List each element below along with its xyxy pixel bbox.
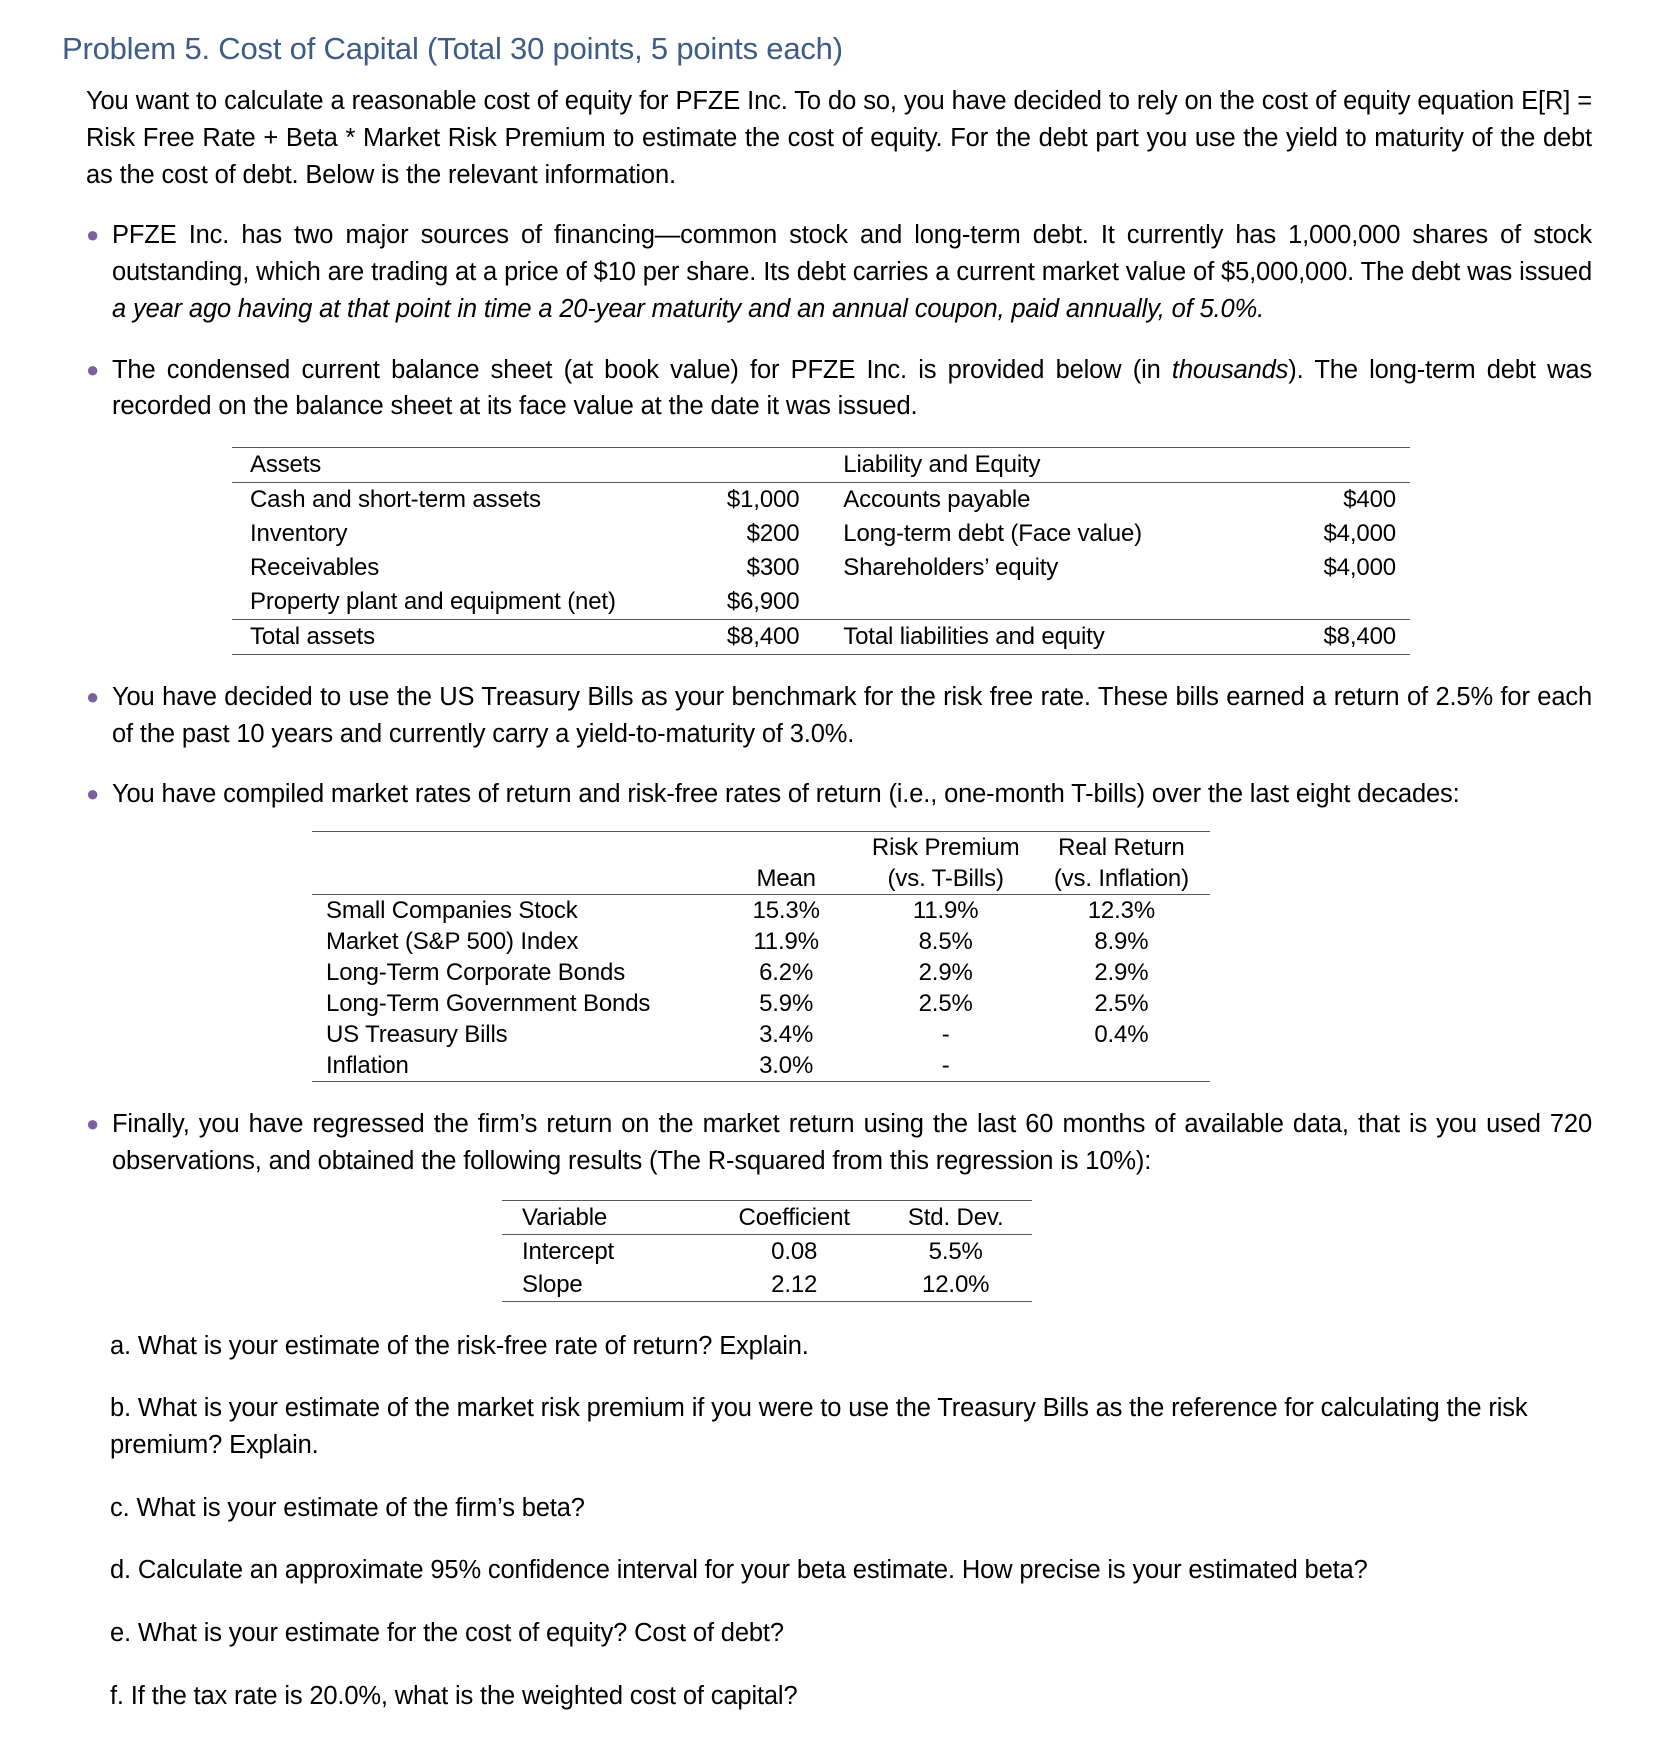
market-rates-row-risk-premium: - xyxy=(941,1021,950,1049)
liability-label: Long-term debt (Face value) xyxy=(843,519,1143,547)
market-rates-row-mean: 3.0% xyxy=(759,1052,814,1080)
total-assets-value: $8,400 xyxy=(726,622,800,650)
table-row xyxy=(312,1019,1210,1050)
balance-sheet-header-liabilities-value xyxy=(1225,447,1410,482)
financing-text-italic: a year ago having at that point in time a 20-year maturity and an annual coupon, paid annually, of 5.0%. xyxy=(112,294,1265,323)
liability-value: $4,000 xyxy=(1323,519,1396,547)
table-row xyxy=(312,895,1210,927)
table-row xyxy=(502,1268,1032,1302)
regression-row-std-dev: 5.5% xyxy=(928,1237,983,1265)
table-row xyxy=(232,517,1410,551)
balance-sheet-header-assets-value xyxy=(629,447,800,482)
bullet-dot-icon: ● xyxy=(86,356,100,382)
regression-row-std-dev: 12.0% xyxy=(922,1270,990,1298)
market-rates-row-risk-premium: 8.5% xyxy=(918,928,973,956)
bullet-financing xyxy=(86,217,1592,327)
market-rates-row-mean: 15.3% xyxy=(752,897,820,925)
regression-header-row xyxy=(502,1200,1032,1234)
regression-row-variable: Slope xyxy=(522,1270,583,1298)
bullet-market-rates-intro xyxy=(86,776,1592,813)
liability-label: Accounts payable xyxy=(843,485,1031,513)
market-rates-row-real-return: 2.9% xyxy=(1094,959,1149,987)
total-liabilities-value: $8,400 xyxy=(1323,622,1396,650)
balance-sheet-table-wrap xyxy=(0,447,1654,655)
bullet-dot-icon: ● xyxy=(86,683,100,709)
market-rates-row-mean: 3.4% xyxy=(759,1021,814,1049)
market-rates-row-risk-premium: - xyxy=(941,1052,950,1080)
bullet-tbills xyxy=(86,679,1592,752)
question-f: f. If the tax rate is 20.0%, what is the weighted cost of capital? xyxy=(110,1681,798,1710)
question-c: c. What is your estimate of the firm’s beta? xyxy=(110,1493,585,1522)
market-rates-row-name: US Treasury Bills xyxy=(326,1021,508,1049)
page-title: Problem 5. Cost of Capital (Total 30 points, 5 points each) xyxy=(62,31,843,66)
liability-label: Shareholders’ equity xyxy=(843,553,1059,581)
market-rates-row-name: Small Companies Stock xyxy=(326,897,578,925)
financing-text-main: PFZE Inc. has two major sources of financing—common stock and long-term debt. It currently has 1,000,000 shares of stock outstanding, which are trading at a price of $10 per share. Its debt carries a current market value of $5,000,000. The debt was issued xyxy=(112,221,1592,287)
regression-col-std-dev: Std. Dev. xyxy=(907,1203,1004,1231)
question-a: a. What is your estimate of the risk-free rate of return? Explain. xyxy=(110,1331,809,1360)
table-row xyxy=(502,1234,1032,1268)
balance-sheet-header-row xyxy=(232,447,1410,482)
market-rates-row-name: Long-Term Corporate Bonds xyxy=(326,959,626,987)
market-rates-row-name: Long-Term Government Bonds xyxy=(326,990,651,1018)
regression-row-coefficient: 0.08 xyxy=(771,1237,818,1265)
market-rates-table-wrap xyxy=(0,831,1654,1082)
market-rates-col-real-return: Real Return xyxy=(1058,834,1185,862)
regression-col-coefficient: Coefficient xyxy=(738,1203,850,1231)
asset-value: $200 xyxy=(746,519,800,547)
market-rates-row-mean: 11.9% xyxy=(753,928,819,956)
bullet-tbills-text: You have decided to use the US Treasury Bills as your benchmark for the risk free rate. These bills earned a return of 2.5% for each of the past 10 years and currently carry a yield-to-maturity of 3.0%. xyxy=(112,682,1592,748)
table-row xyxy=(232,482,1410,517)
bullet-balance-sheet-text xyxy=(112,352,1592,425)
bs-intro-part1: The condensed current balance sheet (at book value) for PFZE Inc. is provided below (in xyxy=(112,355,1172,384)
balance-sheet-header-liabilities: Liability and Equity xyxy=(843,450,1041,478)
bs-intro-italic: thousands xyxy=(1171,355,1289,384)
market-rates-row-real-return xyxy=(1033,1050,1210,1082)
market-rates-header-row-1 xyxy=(312,832,1210,864)
table-row xyxy=(232,551,1410,585)
table-row xyxy=(312,988,1210,1019)
total-assets-label: Total assets xyxy=(250,622,375,650)
asset-value: $1,000 xyxy=(726,485,800,513)
market-rates-row-risk-premium: 2.9% xyxy=(918,959,973,987)
market-rates-col-risk-premium: Risk Premium xyxy=(871,834,1020,862)
regression-row-variable: Intercept xyxy=(522,1237,615,1265)
table-row xyxy=(312,1050,1210,1082)
market-rates-col-name xyxy=(312,832,714,864)
liability-value xyxy=(1225,585,1410,620)
market-rates-row-risk-premium: 11.9% xyxy=(912,897,979,925)
bullet-dot-icon: ● xyxy=(86,1111,100,1137)
liability-label xyxy=(843,585,1225,620)
question-e: e. What is your estimate for the cost of equity? Cost of debt? xyxy=(110,1619,784,1648)
asset-value: $6,900 xyxy=(629,585,800,620)
total-liabilities-label: Total liabilities and equity xyxy=(843,622,1105,650)
table-row xyxy=(312,957,1210,988)
balance-sheet-total-row xyxy=(232,619,1410,654)
market-rates-row-real-return: 0.4% xyxy=(1094,1021,1149,1049)
bullet-dot-icon: ● xyxy=(86,222,100,248)
regression-col-variable: Variable xyxy=(522,1203,608,1231)
liability-value: $400 xyxy=(1343,485,1396,513)
bottom-spacer xyxy=(0,1715,1654,1751)
market-rates-col-risk-premium-sub: (vs. T-Bills) xyxy=(887,865,1004,893)
question-d: d. Calculate an approximate 95% confidence interval for your beta estimate. How precise is your estimated beta? xyxy=(110,1556,1368,1585)
bullet-financing-text xyxy=(112,217,1592,327)
balance-sheet-table xyxy=(232,447,1410,655)
market-rates-col-real-return-sub: (vs. Inflation) xyxy=(1053,865,1189,893)
bullet-regression-text: Finally, you have regressed the firm’s return on the market return using the last 60 months of available data, that is you used 720 observations, and obtained the following results (The R-squared from this regression is 10%): xyxy=(112,1110,1592,1175)
regression-table xyxy=(502,1200,1032,1302)
bullet-market-rates-text: You have compiled market rates of return and risk-free rates of return (i.e., one-month T-bills) over the last eight decades: xyxy=(112,780,1460,809)
market-rates-row-name: Inflation xyxy=(326,1052,409,1080)
table-row xyxy=(312,926,1210,957)
asset-label: Cash and short-term assets xyxy=(250,485,541,513)
table-row xyxy=(232,585,1410,620)
balance-sheet-gap xyxy=(799,447,843,482)
market-rates-col-mean: Mean xyxy=(756,865,816,893)
bs-intro-part2: ). The long-term debt was recorded on the balance sheet at its face value at the date it was issued. xyxy=(112,355,1592,421)
question-b: b. What is your estimate of the market risk premium if you were to use the Treasury Bills as the reference for calculating the risk premium? Explain. xyxy=(110,1394,1528,1459)
market-rates-row-mean: 5.9% xyxy=(759,990,814,1018)
market-rates-row-real-return: 2.5% xyxy=(1094,990,1149,1018)
balance-sheet-header-assets: Assets xyxy=(250,450,322,478)
market-rates-row-real-return: 8.9% xyxy=(1094,928,1149,956)
asset-value: $300 xyxy=(746,553,800,581)
market-rates-row-real-return: 12.3% xyxy=(1087,897,1156,925)
bullet-balance-sheet-intro xyxy=(86,352,1592,425)
market-rates-table xyxy=(312,831,1210,1082)
asset-label: Inventory xyxy=(250,519,348,547)
bullet-dot-icon: ● xyxy=(86,781,100,807)
asset-label: Receivables xyxy=(250,553,380,581)
intro-paragraph: You want to calculate a reasonable cost of equity for PFZE Inc. To do so, you have decided to rely on the cost of equity equation E[R] = Risk Free Rate + Beta * Market Risk Premium to estimate the cost of equity. For the debt part you use the yield to maturity of the debt as the cost of debt. Below is the relevant information. xyxy=(86,87,1592,189)
bullet-regression-intro xyxy=(86,1106,1592,1179)
market-rates-row-name: Market (S&P 500) Index xyxy=(326,928,579,956)
liability-value: $4,000 xyxy=(1323,553,1396,581)
regression-row-coefficient: 2.12 xyxy=(771,1270,818,1298)
regression-table-wrap xyxy=(0,1200,1654,1302)
market-rates-row-mean: 6.2% xyxy=(759,959,814,987)
asset-label: Property plant and equipment (net) xyxy=(232,585,629,620)
market-rates-row-risk-premium: 2.5% xyxy=(918,990,973,1018)
